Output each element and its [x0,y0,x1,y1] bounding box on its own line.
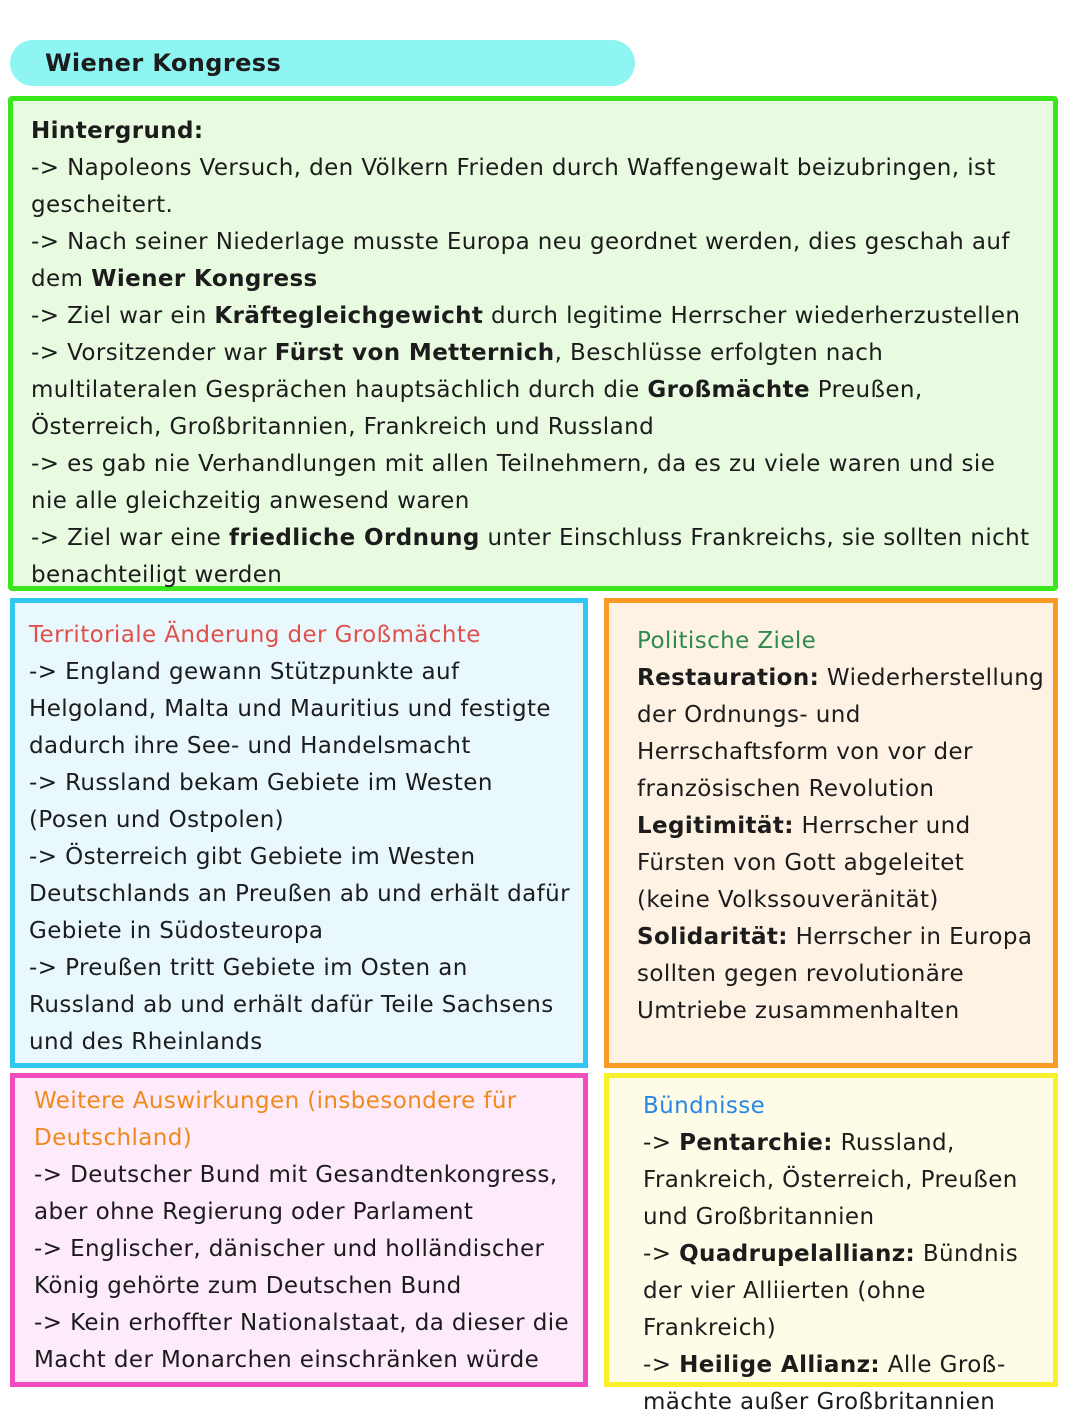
pentarchie-item [643,1125,1045,1236]
highlight-term: friedliche Ordnung [228,525,480,551]
hintergrund-line-3 [31,298,1033,335]
territorial-line-1: -> England gewann Stützpunkte auf Helgoland, Malta und Mauritius und festigte dadurch ihre See- und Handelsmacht [29,659,551,759]
arrow: -> [643,1130,680,1156]
territorial-line-4: -> Preußen tritt Gebiete im Osten an Russland ab und erhält dafür Teile Sachsens und des Rheinlands [29,955,554,1055]
definition: Russland, Frankreich, Österreich, Preußen und Großbritannien [643,1130,1018,1230]
text-run: , Beschlüsse erfolgten nach multilateralen Gesprächen hauptsächlich durch die [31,340,884,403]
definition: Herrscher und Fürsten von Gott abgeleitet (keine Volkssouveränität) [637,813,971,913]
hintergrund-line-6 [31,520,1033,594]
auswirkungen-line-1: -> Deutscher Bund mit Gesandtenkongress, aber ohne Regierung oder Parlament [34,1162,558,1225]
hintergrund-line-4 [31,335,1033,446]
term: Legitimität: [637,813,794,839]
legitimitaet-item [637,808,1045,919]
highlight-term: Fürst von Metternich [274,340,555,366]
auswirkungen-line-2: -> Englischer, dänischer und holländischer König gehörte zum Deutschen Bund [34,1236,545,1299]
definition: Alle Groß- mächte außer Großbritannien [643,1352,1006,1415]
term: Solidarität: [637,924,788,950]
text-run: Preußen, Österreich, Großbritannien, Frankreich und Russland [31,377,923,440]
hintergrund-line-2 [31,224,1033,298]
hintergrund-line-1: -> Napoleons Versuch, den Völkern Frieden durch Waffengewalt beizubringen, ist gescheitert. [31,155,996,218]
term: Heilige Allianz: [679,1352,880,1378]
text-run: -> Ziel war eine [31,525,229,551]
arrow: -> [643,1241,680,1267]
buendnisse-box [604,1073,1058,1415]
text-run: -> Ziel war ein [31,303,215,329]
auswirkungen-heading: Weitere Auswirkungen (insbesondere für Deutschland) [34,1088,517,1151]
auswirkungen-box [10,1073,588,1387]
definition: Bündnis der vier Alliierten (ohne Frankreich) [643,1241,1019,1341]
highlight-term: Wiener Kongress [91,266,318,292]
highlight-term: Kräftegleichgewicht [214,303,484,329]
term: Restauration: [637,665,820,691]
restauration-item [637,660,1045,808]
text-run: unter Einschluss Frankreichs, sie sollten nicht benachteiligt werden [31,525,1030,588]
text-run: -> Vorsitzender war [31,340,275,366]
arrow: -> [643,1352,680,1378]
term: Pentarchie: [679,1130,833,1156]
definition: Herrscher in Europa sollten gegen revolutionäre Umtriebe zusammenhalten [637,924,1033,1024]
text-run: -> Nach seiner Niederlage musste Europa neu geordnet werden, dies geschah auf dem [31,229,1010,292]
auswirkungen-line-3: -> Kein erhoffter Nationalstaat, da dieser die Macht der Monarchen einschränken würde [34,1310,570,1373]
hintergrund-line-5: -> es gab nie Verhandlungen mit allen Teilnehmern, da es zu viele waren und sie nie alle gleichzeitig anwesend waren [31,451,996,514]
term: Quadrupelallianz: [679,1241,916,1267]
territorial-line-3: -> Österreich gibt Gebiete im Westen Deutschlands an Preußen ab und erhält dafür Gebiete in Südosteuropa [29,844,570,944]
territorial-box [10,598,588,1068]
territorial-heading: Territoriale Änderung der Großmächte [29,622,481,648]
page-title: Wiener Kongress [10,40,635,86]
solidaritaet-item [637,919,1045,1030]
text-run: durch legitime Herrscher wiederherzustellen [483,303,1021,329]
definition: Wiederherstellung der Ordnungs- und Herrschaftsform von vor der französischen Revolution [637,665,1045,802]
buendnisse-heading: Bündnisse [643,1093,766,1119]
politische-ziele-heading: Politische Ziele [637,628,817,654]
heilige-allianz-item [643,1347,1045,1421]
highlight-term: Großmächte [647,377,811,403]
politische-ziele-box [604,598,1058,1068]
territorial-line-2: -> Russland bekam Gebiete im Westen (Posen und Ostpolen) [29,770,493,833]
quadrupelallianz-item [643,1236,1045,1347]
hintergrund-box [8,96,1058,591]
hintergrund-heading: Hintergrund: [31,118,204,144]
